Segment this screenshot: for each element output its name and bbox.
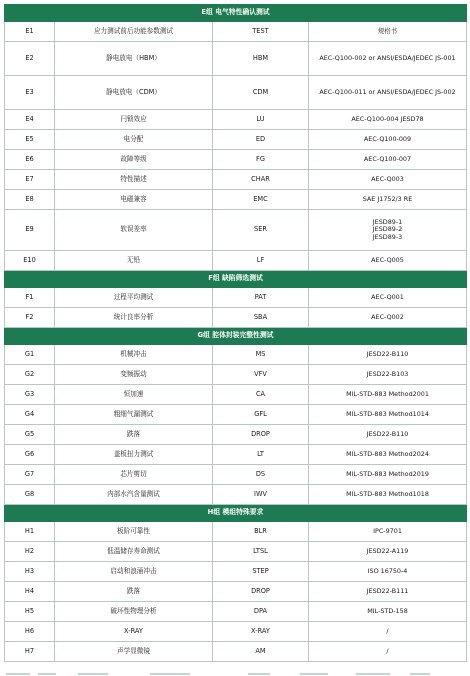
test-abbr-cell: HBM [213,42,309,76]
test-standard-cell [309,308,467,328]
standard-line: AEC-Q100-002 or ANSI/ESDA/JEDEC JS-001 [319,53,456,62]
table-row [5,425,467,445]
table-row [5,150,467,170]
test-id-cell: E6 [5,150,55,170]
test-abbr-cell: GFL [213,405,309,425]
test-id-cell: G7 [5,465,55,485]
test-name-cell: 芯片剪切 [55,465,213,485]
test-abbr-cell: DROP [213,425,309,445]
test-standard-cell [309,522,467,542]
test-id-cell: G2 [5,365,55,385]
test-standard-cell [309,445,467,465]
test-id-cell: E9 [5,210,55,251]
test-standard-cell [309,190,467,210]
standard-line: JESD22-B103 [366,369,409,378]
table-row [5,385,467,405]
test-standard-cell [309,602,467,622]
test-name-cell: 电磁兼容 [55,190,213,210]
table-row [5,288,467,308]
standard-line: ISO 16750-4 [367,566,408,575]
test-name-cell: 过程平均测试 [55,288,213,308]
test-name-cell: 低温储存寿命测试 [55,542,213,562]
test-standard-cell [309,385,467,405]
test-abbr-cell: IWV [213,485,309,505]
test-abbr-cell: ED [213,130,309,150]
standard-line: MIL-STD-883 Method2024 [346,449,429,458]
test-name-cell: 跌落 [55,582,213,602]
test-name-cell: 电分配 [55,130,213,150]
standard-line: AEC-Q003 [371,174,404,183]
standard-line: AEC-Q001 [371,292,404,301]
test-id-cell: E4 [5,110,55,130]
section-title: F组 缺陷筛选测试 [5,271,467,288]
test-standard-cell [309,210,467,251]
test-id-cell: H4 [5,582,55,602]
test-standard-cell [309,642,467,662]
section-title: G组 腔体封装完整性测试 [5,328,467,345]
table-row [5,582,467,602]
standard-line: AEC-Q100-007 [363,154,412,163]
standard-line: MIL-STD-883 Method2001 [346,389,429,398]
test-name-cell: 破坏性物理分析 [55,602,213,622]
table-row [5,365,467,385]
test-id-cell: E5 [5,130,55,150]
test-abbr-cell: LF [213,251,309,271]
test-standard-cell [309,562,467,582]
test-standard-cell [309,465,467,485]
test-name-cell: 应力测试前后功能参数测试 [55,22,213,42]
test-id-cell: G8 [5,485,55,505]
test-standard-cell [309,345,467,365]
test-name-cell: 无铅 [55,251,213,271]
test-abbr-cell: CHAR [213,170,309,190]
test-abbr-cell: SER [213,210,309,251]
section-header-row [5,5,467,22]
table-row [5,445,467,465]
test-id-cell: H6 [5,622,55,642]
standard-line: JESD22-B111 [366,586,409,595]
test-standard-cell [309,170,467,190]
test-name-cell: 声学显微镜 [55,642,213,662]
test-name-cell: 静电放电（CDM） [55,76,213,110]
standard-line: JESD89-2 [372,225,403,234]
table-row [5,308,467,328]
test-name-cell: 内部水汽含量测试 [55,485,213,505]
test-standard-cell [309,288,467,308]
standard-line: JESD22-A119 [366,546,409,555]
test-name-cell: 闩锁效应 [55,110,213,130]
test-standard-cell [309,42,467,76]
standard-line: 规格书 [377,26,398,35]
section-title: E组 电气特性确认测试 [5,5,467,22]
table-row [5,251,467,271]
test-name-cell: 故障等级 [55,150,213,170]
test-id-cell: E2 [5,42,55,76]
standard-line: MIL-STD-158 [367,606,408,615]
test-id-cell: H3 [5,562,55,582]
test-id-cell: H5 [5,602,55,622]
test-name-cell: 跌落 [55,425,213,445]
standard-line: SAE J1752/3 RE [362,194,413,203]
test-standard-cell [309,365,467,385]
test-abbr-cell: MS [213,345,309,365]
table-row [5,42,467,76]
test-standard-cell [309,22,467,42]
standard-line: JESD22-B110 [366,429,409,438]
test-abbr-cell: LTSL [213,542,309,562]
section-header-row [5,271,467,288]
test-name-cell: 统计良率分析 [55,308,213,328]
test-abbr-cell: X-RAY [213,622,309,642]
test-id-cell: G4 [5,405,55,425]
test-name-cell: 机械冲击 [55,345,213,365]
test-abbr-cell: VFV [213,365,309,385]
table-row [5,542,467,562]
test-abbr-cell: AM [213,642,309,662]
test-standard-cell [309,130,467,150]
test-standard-cell [309,542,467,562]
table-row [5,110,467,130]
test-id-cell: E3 [5,76,55,110]
test-name-cell: 特性描述 [55,170,213,190]
standard-line: JESD89-1 [372,217,403,226]
section-header-row [5,328,467,345]
test-name-cell: 粗细气漏测试 [55,405,213,425]
test-name-cell: 静电放电（HBM） [55,42,213,76]
test-abbr-cell: DPA [213,602,309,622]
standard-line: MIL-STD-883 Method1018 [346,489,429,498]
test-id-cell: F1 [5,288,55,308]
standard-line: / [386,646,389,655]
table-row [5,210,467,251]
table-row [5,130,467,150]
test-id-cell: H7 [5,642,55,662]
test-id-cell: E7 [5,170,55,190]
test-standard-cell [309,485,467,505]
test-name-cell: 板阶可靠性 [55,522,213,542]
test-abbr-cell: LT [213,445,309,465]
table-row [5,622,467,642]
standard-line: AEC-Q002 [371,312,404,321]
test-abbr-cell: TEST [213,22,309,42]
standard-line: / [386,626,389,635]
test-id-cell: E1 [5,22,55,42]
test-standard-cell [309,425,467,445]
standard-line: AEC-Q005 [371,255,404,264]
standard-line: MIL-STD-883 Method1014 [346,409,429,418]
table-body [5,5,467,662]
test-name-cell: X-RAY [55,622,213,642]
standard-line: IPC-9701 [373,526,402,535]
test-name-cell: 软误差率 [55,210,213,251]
test-abbr-cell: CDM [213,76,309,110]
table-row [5,562,467,582]
test-id-cell: G5 [5,425,55,445]
table-row [5,602,467,622]
test-name-cell: 盖板扭力测试 [55,445,213,465]
test-id-cell: F2 [5,308,55,328]
standard-line: AEC-Q100-004 JESD78 [351,114,424,123]
table-row [5,522,467,542]
table-row [5,642,467,662]
test-id-cell: E10 [5,251,55,271]
test-abbr-cell: BLR [213,522,309,542]
section-header-row [5,505,467,522]
test-abbr-cell: SBA [213,308,309,328]
standard-line: AEC-Q100-011 or ANSI/ESDA/JEDEC JS-002 [319,87,456,96]
test-name-cell: 恒加速 [55,385,213,405]
test-id-cell: H2 [5,542,55,562]
test-abbr-cell: EMC [213,190,309,210]
table-row [5,405,467,425]
test-standard-cell [309,76,467,110]
table-row [5,76,467,110]
footer-decoration [0,671,470,676]
test-abbr-cell: DROP [213,582,309,602]
table-row [5,345,467,365]
test-abbr-cell: LU [213,110,309,130]
test-abbr-cell: STEP [213,562,309,582]
test-id-cell: G1 [5,345,55,365]
standard-line: MIL-STD-883 Method2019 [346,469,429,478]
test-standard-cell [309,110,467,130]
test-abbr-cell: FG [213,150,309,170]
test-name-cell: 启动和浪涌冲击 [55,562,213,582]
table-row [5,22,467,42]
test-standard-cell [309,150,467,170]
test-id-cell: H1 [5,522,55,542]
standard-line: JESD22-B110 [366,349,409,358]
test-id-cell: E8 [5,190,55,210]
test-id-cell: G6 [5,445,55,465]
qualification-test-table [4,4,467,662]
standard-line: JESD89-3 [372,232,403,241]
section-title: H组 模组特殊要求 [5,505,467,522]
test-standard-cell [309,582,467,602]
test-id-cell: G3 [5,385,55,405]
test-standard-cell [309,622,467,642]
table-row [5,485,467,505]
standard-line: AEC-Q100-009 [363,134,412,143]
test-abbr-cell: DS [213,465,309,485]
test-standard-cell [309,251,467,271]
test-abbr-cell: CA [213,385,309,405]
test-name-cell: 变频振动 [55,365,213,385]
test-standard-cell [309,405,467,425]
table-row [5,190,467,210]
test-abbr-cell: PAT [213,288,309,308]
table-row [5,465,467,485]
table-row [5,170,467,190]
